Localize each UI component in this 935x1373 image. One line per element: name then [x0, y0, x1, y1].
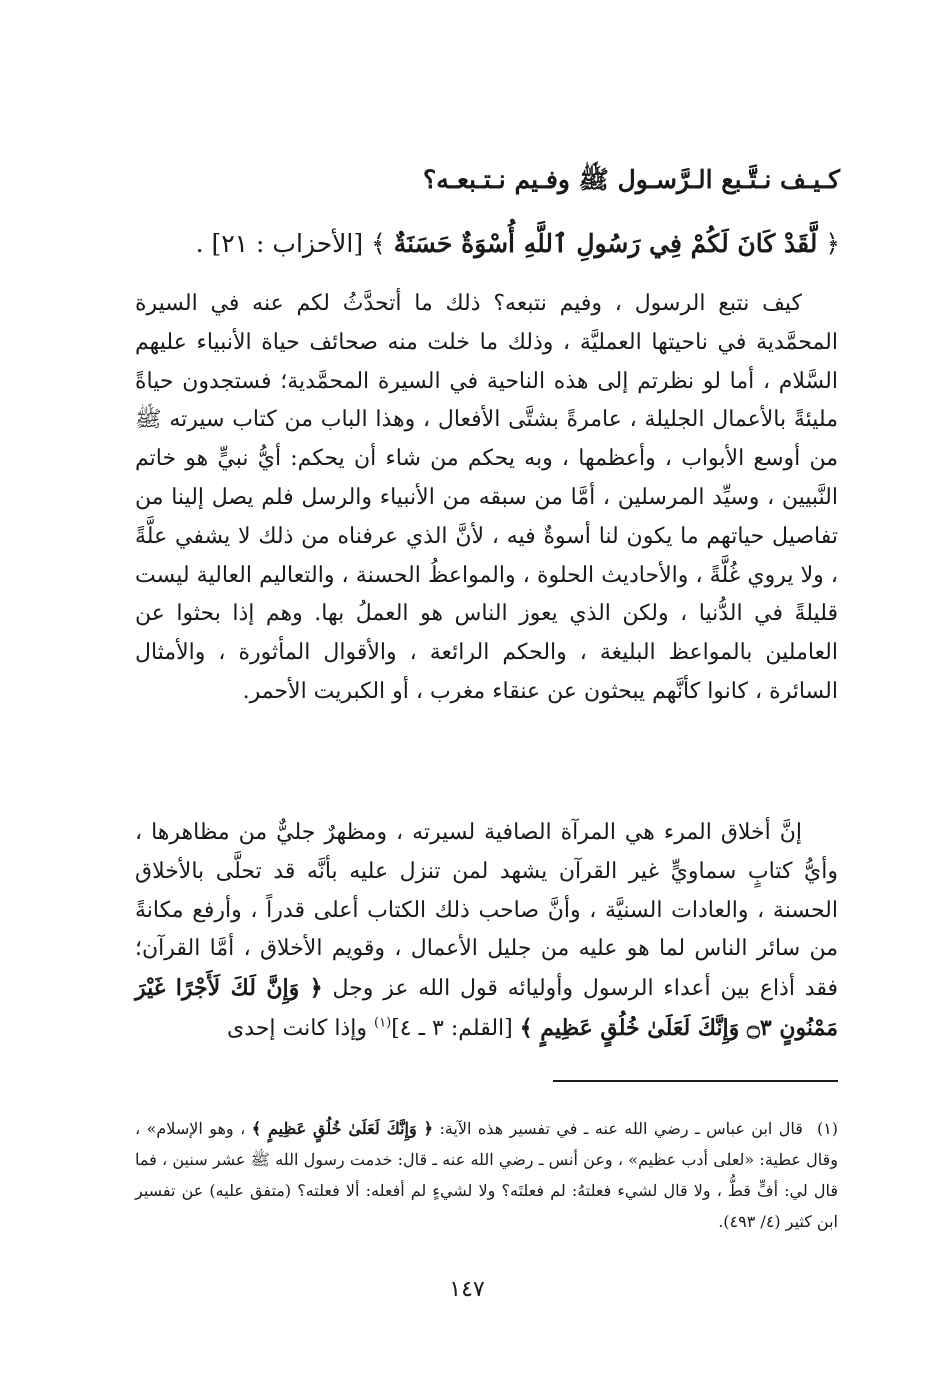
section-heading: كـيـف نـتَّـبع الـرَّسـول ﷺ وفـيم نـتـبعـه؟ — [422, 165, 840, 194]
quran-quote: ﴿ وَإِنَّ لَكَ لَأَجْرًا غَيْرَ مَمْنُونٍ ۝٣ وَإِنَّكَ لَعَلَىٰ خُلُقٍ عَظِيمٍ ﴾ — [135, 975, 838, 1041]
verse-open-bracket: ﴿ — [825, 229, 840, 258]
quran-verse — [120, 224, 840, 264]
footnote-separator — [553, 1080, 838, 1082]
body-paragraph: كيف نتبع الرسول ، وفيم نتبعه؟ ذلك ما أتحدَّثُ لكم عنه في السيرة المحمَّدية في ناحيتها العمليَّة ، وذلك ما خلت منه صحائف حياة الأنبياء عليهم السَّلام ، أما لو نظرتم إلى هذه الناحية في السيرة المحمَّدية؛ فستجدون حياةً مليئةً بالأعمال الجليلة ، عامرةً بشتَّى الأفعال ، وهذا الباب من كتاب سيرته ﷺ من أوسع الأبواب ، وأعظمها ، وبه يحكم من شاء أن يحكم: أيُّ نبيٍّ هو خاتم النَّبيين ، وسيِّد المرسلين ، أمَّا من سبقه من الأنبياء والرسل فلم يصل إلينا من تفاصيل حياتهم ما يكون لنا أسوةٌ فيه ، لأنَّ الذي عرفناه من ذلك لا يشفي علَّةً ، ولا يروي غُلَّةً ، والأحاديث الحلوة ، والمواعظُ الحسنة ، والتعاليم العالية ليست قليلةً في الدُّنيا ، ولكن الذي يعوز الناس هو العملُ بها. وهم إذا بحثوا عن العاملين بالمواعظ البليغة ، والحكم الرائعة ، والأقوال المأثورة ، والأمثال السائرة ، كانوا كأنَّهم يبحثون عن عنقاء مغرب ، أو الكبريت الأحمر. — [135, 291, 838, 704]
footnote-text: قال ابن عباس ـ رضي الله عنه ـ في تفسير هذه الآية: — [439, 1119, 803, 1138]
body-paragraph — [135, 814, 838, 1049]
footnote — [135, 1113, 838, 1237]
page-number: ١٤٧ — [449, 1277, 485, 1302]
paragraph-text: وإذا كانت إحدى — [227, 1015, 368, 1041]
footnote-quran-quote: ﴿ وَإِنَّكَ لَعَلَىٰ خُلُقٍ عَظِيمٍ ﴾ — [251, 1119, 433, 1138]
quran-reference: [القلم: ٣ ـ ٤] — [391, 1015, 513, 1041]
footnote-text: ، وهو الإسلام» ، وقال عطية: «لعلى أدب عظيم» ، وعن أنس ـ رضي الله عنه ـ قال: خدمت رسول الله ﷺ عشر سنين ، فما قال لي: أفٍّ قطُّ ، ولا قال لشيء فعلتهُ: لم فعلتَه؟ ولا لشيءٍ لم أفعله: ألا فعلته؟ (متفق عليه) عن تفسير ابن كثير (٤/ ٤٩٣). — [135, 1119, 839, 1231]
verse-text: لَّقَدْ كَانَ لَكُمْ فِي رَسُولِ ٱللَّهِ أُسْوَةٌ حَسَنَةٌ — [393, 229, 818, 258]
paragraph-text: إنَّ أخلاق المرء هي المرآة الصافية لسيرته ، ومظهرٌ جليٌّ من مظاهرها ، وأيُّ كتابٍ سماويٍّ غير القرآن يشهد لمن تنزل عليه بأنَّه قد تحلَّى بالأخلاق الحسنة ، والعادات السنيَّة ، وأنَّ صاحب ذلك الكتاب أعلى قدراً ، وأرفع مكانةً من سائر الناس لما هو عليه من جليل الأعمال ، وقويم الأخلاق ، أمَّا القرآن؛ فقد أذاع بين أعداء الرسول وأوليائه قول الله عز وجل — [135, 820, 838, 1002]
verse-close-bracket: ﴾ — [371, 229, 386, 258]
footnote-marker: (١) — [374, 1015, 392, 1031]
verse-reference: [الأحزاب : ٢١] . — [195, 229, 364, 258]
footnote-number: (١) — [816, 1119, 839, 1138]
